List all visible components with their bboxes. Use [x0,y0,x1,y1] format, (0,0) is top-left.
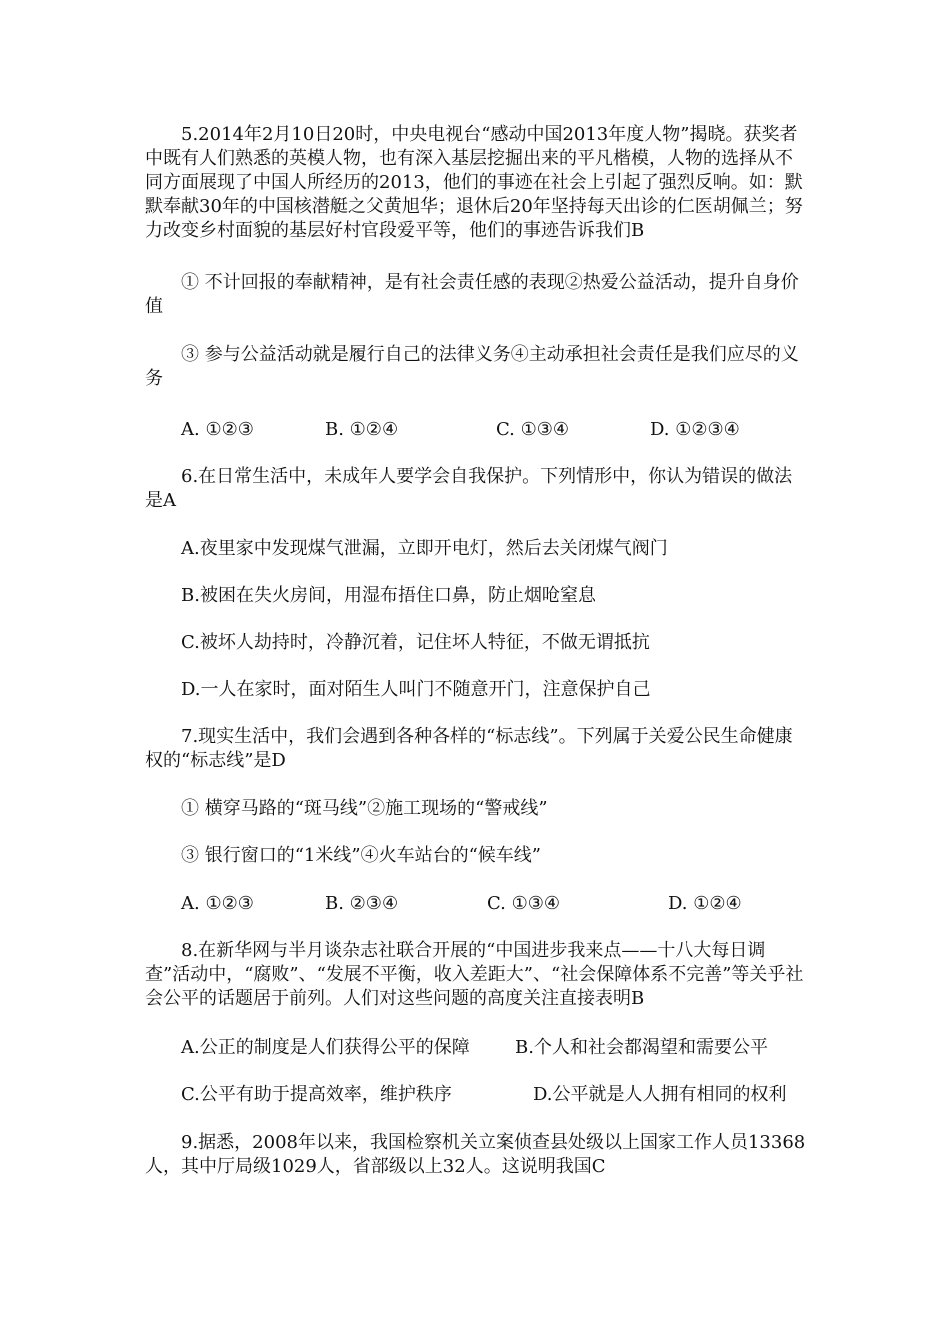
q5-option-a: A. ①②③ [181,419,254,440]
q6-option-c: C.被坏人劫持时，冷静沉着，记住坏人特征，不做无谓抵抗 [181,632,650,653]
q5-option-d: D. ①②③④ [650,419,740,440]
q5-option-b: B. ①②④ [325,419,399,440]
q7-stem: 7.现实生活中，我们会遇到各种各样的“标志线”。下列属于关爱公民生命健康权的“标志线”是D [145,726,793,771]
q8-option-a: A.公正的制度是人们获得公平的保障 [181,1037,470,1058]
q7-statement-3-4: ③ 银行窗口的“1米线”④火车站台的“候车线” [181,845,541,866]
q6-option-a: A.夜里家中发现煤气泄漏，立即开电灯，然后去关闭煤气阀门 [181,538,668,559]
q7-option-a: A. ①②③ [181,893,254,914]
q9-stem: 9.据悉，2008年以来，我国检察机关立案侦查县处级以上国家工作人员13368人，其中厅局级1029人，省部级以上32人。这说明我国C [145,1132,806,1177]
q8-option-c: C.公平有助于提高效率，维护秩序 [181,1084,452,1105]
q8-option-b: B.个人和社会都渴望和需要公平 [515,1037,768,1058]
q7-option-d: D. ①②④ [668,893,742,914]
q7-option-c: C. ①③④ [487,893,560,914]
q5-option-c: C. ①③④ [496,419,569,440]
q8-option-d: D.公平就是人人拥有相同的权利 [533,1084,787,1105]
q7-statement-1-2: ① 横穿马路的“斑马线”②施工现场的“警戒线” [181,798,548,819]
q6-option-d: D.一人在家时，面对陌生人叫门不随意开门，注意保护自己 [181,679,651,700]
q6-stem: 6.在日常生活中，未成年人要学会自我保护。下列情形中，你认为错误的做法是A [145,466,793,511]
q6-option-b: B.被困在失火房间，用湿布捂住口鼻，防止烟呛窒息 [181,585,596,606]
q7-option-b: B. ②③④ [325,893,399,914]
q5-statement-3-4: ③ 参与公益活动就是履行自己的法律义务④主动承担社会责任是我们应尽的义务 [145,344,799,389]
q5-stem: 5.2014年2月10日20时，中央电视台“感动中国2013年度人物”揭晓。获奖者中既有人们熟悉的英模人物，也有深入基层挖掘出来的平凡楷模，人物的选择从不同方面展现了中国人所经历的2013，他们的事迹在社会上引起了强烈反响。如：默默奉献30年的中国核潜艇之父黄旭华；退休后20年坚持每天出诊的仁医胡佩兰；努力改变乡村面貌的基层好村官段爱平等，他们的事迹告诉我们B [145,124,803,241]
q5-statement-1-2: ① 不计回报的奉献精神，是有社会责任感的表现②热爱公益活动，提升自身价值 [145,272,799,317]
q8-stem: 8.在新华网与半月谈杂志社联合开展的“中国进步我来点——十八大每日调查”活动中，“腐败”、“发展不平衡，收入差距大”、“社会保障体系不完善”等关乎社会公平的话题居于前列。人们对这些问题的高度关注直接表明B [145,940,804,1009]
